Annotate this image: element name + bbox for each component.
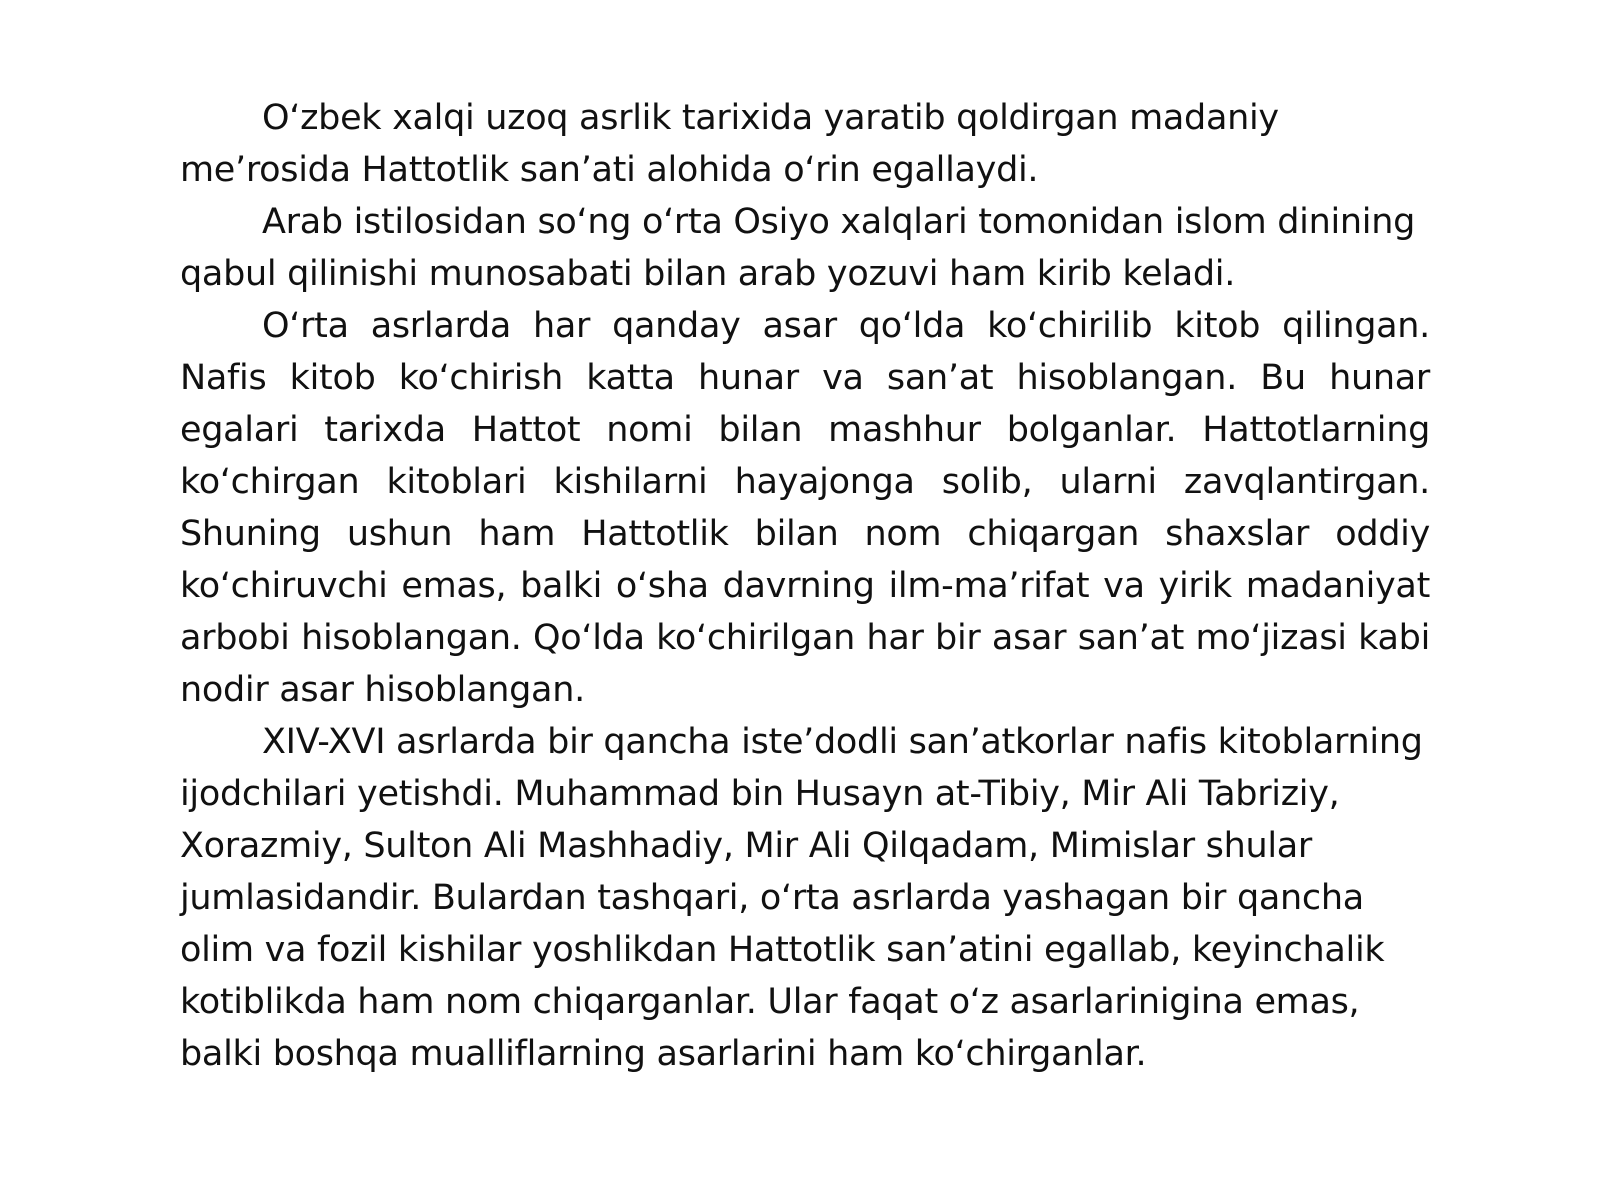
paragraph-1: O‘zbek xalqi uzoq asrlik tarixida yaratib qoldirgan madaniy me’rosida Hattotlik san’ati alohida o‘rin egallaydi. bbox=[180, 98, 1279, 190]
paragraph-4: XIV-XVI asrlarda bir qancha iste’dodli san’atkorlar nafis kitoblarning ijodchilari yetishdi. Muhammad bin Husayn at-Tibiy, Mir Ali Tabriziy, Xorazmiy, Sulton Ali Mashhadiy, Mir Ali Qilqadam, Mimislar shular jumlasidandir. Bulardan tashqari, o‘rta asrlarda yashagan bir qancha olim va fozil kishilar yoshlikdan Hattotlik san’atini egallab, keyinchalik kotiblikda ham nom chiqarganlar. Ular faqat o‘z asarlarinigina emas, balki boshqa mualliflarning asarlarini ham ko‘chirganlar. bbox=[180, 722, 1423, 1074]
paragraph-3: O‘rta asrlarda har qanday asar qo‘lda ko‘chirilib kitob qilingan. Nafis kitob ko‘chirish katta hunar va san’at hisoblangan. Bu hunar egalari tarixda Hattot nomi bilan mashhur bolganlar. Hattotlarning ko‘chirgan kitoblari kishilarni hayajonga solib, ularni zavqlantirgan. Shuning ushun ham Hattotlik bilan nom chiqargan shaxslar oddiy ko‘chiruvchi emas, balki o‘sha davrning ilm-ma’rifat va yirik madaniyat arbobi hisoblangan. Qo‘lda ko‘chirilgan har bir asar san’at mo‘jizasi kabi nodir asar hisoblangan. bbox=[180, 306, 1430, 710]
document-body bbox=[180, 92, 1430, 1080]
paragraph-2: Arab istilosidan so‘ng o‘rta Osiyo xalqlari tomonidan islom dinining qabul qilinishi munosabati bilan arab yozuvi ham kirib keladi. bbox=[180, 202, 1415, 294]
